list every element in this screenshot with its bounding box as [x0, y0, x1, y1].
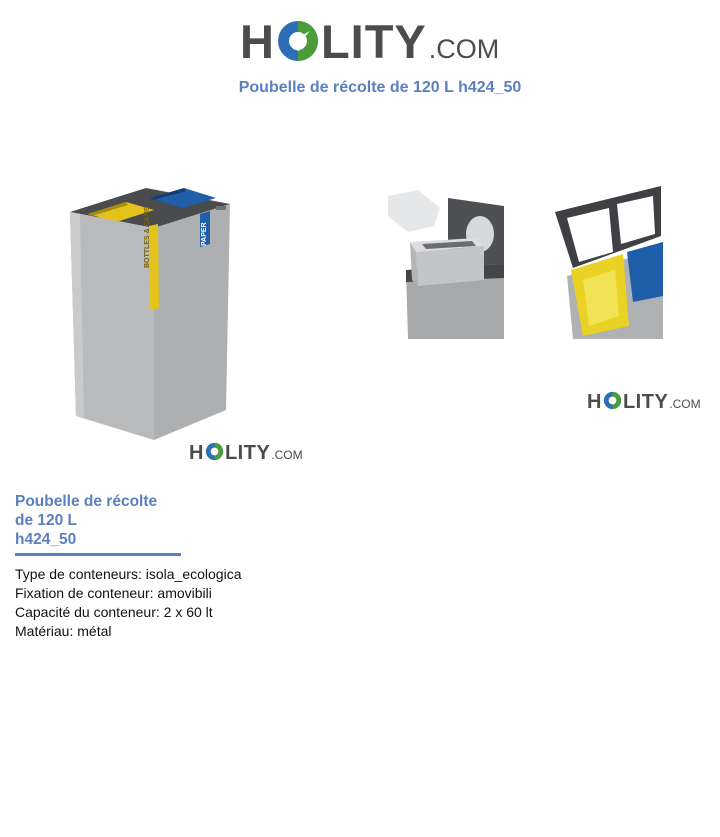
product-specs: [15, 565, 241, 641]
spec-container-type: Type de conteneurs: isola_ecologica: [15, 566, 242, 582]
logo-letter-h: H: [189, 442, 204, 464]
logo-letters: LITY: [224, 442, 271, 464]
holity-logo[interactable]: [240, 14, 499, 66]
holity-logo-small: [587, 389, 701, 413]
bin-label-paper: PAPER: [201, 222, 208, 246]
holity-logo-small: [189, 440, 303, 464]
logo-o-icon: [276, 19, 320, 63]
product-name-line: h424_50: [15, 531, 77, 548]
logo-suffix: .COM: [428, 34, 500, 64]
logo-o-icon: [205, 442, 224, 461]
logo-suffix: .COM: [669, 397, 701, 411]
logo-suffix: .COM: [271, 448, 303, 462]
section-divider: [15, 553, 181, 556]
product-name-line: de 120 L: [15, 512, 78, 529]
product-detail-image-bags[interactable]: [553, 186, 663, 344]
logo-letters: LITY: [320, 15, 427, 68]
product-name: [15, 492, 185, 549]
bin-label-bottles: BOTTLES & CANS: [144, 206, 151, 268]
spec-fixation: Fixation de conteneur: amovibili: [15, 585, 212, 601]
logo-letter-h: H: [587, 391, 602, 413]
logo-letters: LITY: [622, 391, 669, 413]
spec-material: Matériau: métal: [15, 623, 112, 639]
page-title: Poubelle de récolte de 120 L h424_50: [238, 79, 522, 96]
product-main-image[interactable]: [66, 184, 236, 449]
spec-capacity: Capacité du conteneur: 2 x 60 lt: [15, 604, 213, 620]
logo-letter-h: H: [240, 15, 275, 68]
product-name-line: Poubelle de récolte: [15, 493, 158, 510]
product-detail-image-lid[interactable]: [388, 186, 504, 344]
logo-o-icon: [603, 391, 622, 410]
